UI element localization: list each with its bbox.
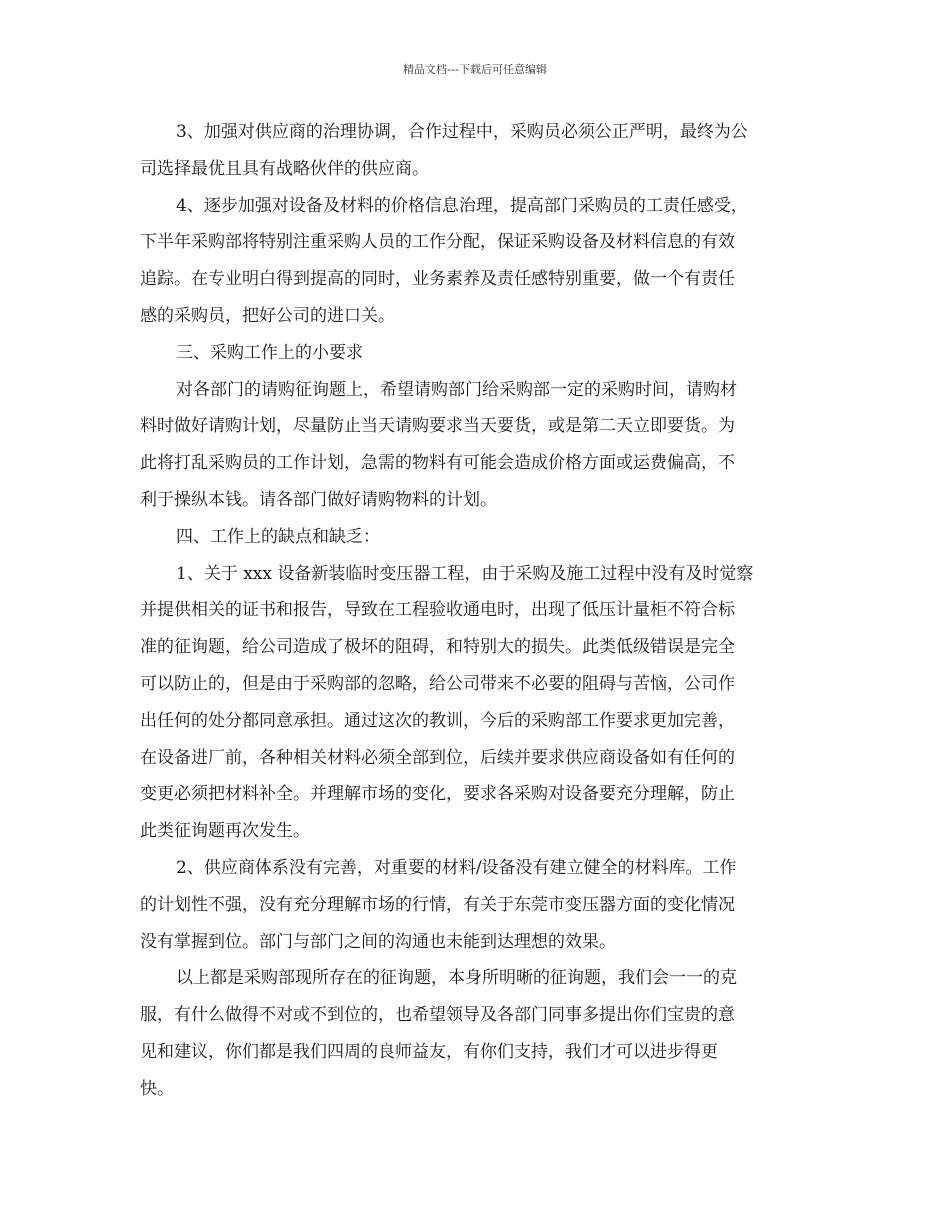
text-line: 并提供相关的证书和报告，导致在工程验收通电时，出现了低压计量柜不符合标 — [140, 600, 735, 621]
text-line: 2、供应商体系没有完善，对重要的材料/设备没有建立健全的材料库。工作 — [176, 857, 737, 878]
text-line: 4、逐步加强对设备及材料的价格信息治理，提高部门采购员的工责任感受， — [176, 195, 748, 216]
text-line: 四、工作上的缺点和缺乏： — [176, 526, 380, 547]
text-line: 没有掌握到位。部门与部门之间的沟通也未能到达理想的效果。 — [140, 931, 616, 952]
text-line: 服，有什么做得不对或不到位的，也希望领导及各部门同事多提出你们宝贵的意 — [140, 1005, 735, 1026]
text-line: 出任何的处分都同意承担。通过这次的教训，今后的采购部工作要求更加完善， — [140, 710, 735, 731]
text-line: 见和建议，你们都是我们四周的良师益友，有你们支持，我们才可以进步得更 — [140, 1041, 718, 1062]
text-line: 下半年采购部将特别注重采购人员的工作分配，保证采购设备及材料信息的有效 — [140, 232, 735, 253]
text-line: 准的征询题，给公司造成了极坏的阻碍，和特别大的损失。此类低级错误是完全 — [140, 637, 735, 658]
text-line: 利于操纵本钱。请各部门做好请购物料的计划。 — [140, 489, 497, 510]
text-line: 此类征询题再次发生。 — [140, 821, 310, 842]
text-line: 以上都是采购部现所存在的征询题，本身所明晰的征询题，我们会一一的克 — [176, 968, 737, 989]
text-line: 感的采购员，把好公司的进口关。 — [140, 305, 395, 326]
text-line: 的计划性不强，没有充分理解市场的行情，有关于东莞市变压器方面的变化情况 — [140, 894, 735, 915]
text-line: 变更必须把材料补全。并理解市场的变化，要求各采购对设备要充分理解，防止 — [140, 784, 735, 805]
text-line: 1、关于 xxx 设备新装临时变压器工程，由于采购及施工过程中没有及时觉察 — [176, 563, 754, 584]
text-line: 可以防止的，但是由于采购部的忽略，给公司带来不必要的阻碍与苦恼，公司作 — [140, 673, 735, 694]
text-line: 三、采购工作上的小要求 — [176, 342, 363, 363]
page-header: 精品文档---下载后可任意编辑 — [403, 63, 547, 76]
text-line: 3、加强对供应商的治理协调，合作过程中，采购员必须公正严明，最终为公 — [176, 122, 748, 142]
text-line: 对各部门的请购征询题上，希望请购部门给采购部一定的采购时间，请购材 — [176, 379, 737, 400]
text-line: 快。 — [140, 1078, 174, 1099]
text-line: 料时做好请购计划，尽量防止当天请购要求当天要货，或是第二天立即要货。为 — [140, 416, 735, 437]
document-body — [140, 114, 810, 1108]
text-line: 在设备进厂前，各种相关材料必须全部到位，后续并要求供应商设备如有任何的 — [140, 747, 735, 768]
text-line: 追踪。在专业明白得到提高的同时，业务素养及责任感特别重要，做一个有责任 — [140, 269, 735, 290]
text-line: 此将打乱采购员的工作计划，急需的物料有可能会造成价格方面或运费偏高，不 — [140, 453, 735, 474]
text-line: 司选择最优且具有战略伙伴的供应商。 — [140, 158, 429, 179]
